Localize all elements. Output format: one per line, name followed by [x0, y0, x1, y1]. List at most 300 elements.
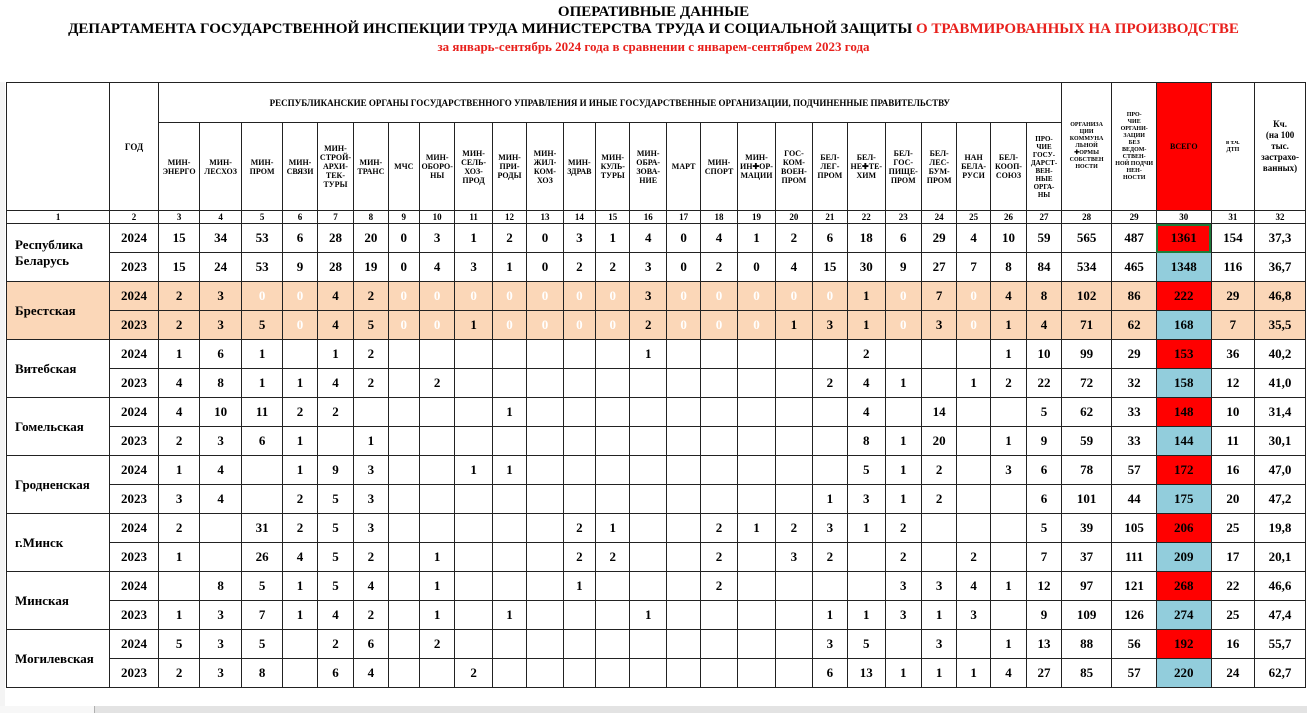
gov-value-cell: 15 — [812, 253, 847, 282]
gov-value-cell — [776, 427, 812, 456]
gov-value-cell — [563, 369, 595, 398]
gov-value-cell: 11 — [241, 398, 283, 427]
total-value-cell: 144 — [1156, 427, 1211, 456]
gov-value-cell: 5 — [158, 630, 200, 659]
header-gov-col: МИН- ИН✚ОР- МАЦИИ — [737, 123, 775, 211]
gov-value-cell: 1 — [812, 601, 847, 630]
dtp-value-cell: 36 — [1211, 340, 1255, 369]
total-value-cell: 175 — [1156, 485, 1211, 514]
gov-value-cell: 5 — [848, 630, 885, 659]
year-cell: 2024 — [110, 224, 159, 253]
column-number: 9 — [388, 211, 419, 224]
other-orgs-value-cell: 57 — [1112, 659, 1157, 688]
gov-value-cell: 2 — [563, 253, 595, 282]
header-gov-col: МИН- СВЯЗИ — [283, 123, 317, 211]
communal-value-cell: 565 — [1061, 224, 1112, 253]
gov-value-cell: 2 — [701, 572, 737, 601]
gov-value-cell: 1 — [455, 224, 492, 253]
gov-value-cell: 14 — [921, 398, 956, 427]
gov-value-cell: 1 — [354, 427, 388, 456]
gov-value-cell: 2 — [701, 543, 737, 572]
gov-value-cell: 6 — [1027, 456, 1062, 485]
gov-value-cell — [666, 630, 700, 659]
column-number: 25 — [957, 211, 990, 224]
gov-value-cell — [630, 659, 666, 688]
header-gov-col: МИН- ПРОМ — [241, 123, 283, 211]
column-number: 30 — [1156, 211, 1211, 224]
kch-value-cell: 55,7 — [1255, 630, 1306, 659]
dtp-value-cell: 154 — [1211, 224, 1255, 253]
gov-value-cell: 5 — [848, 456, 885, 485]
gov-value-cell: 1 — [776, 311, 812, 340]
gov-value-cell: 5 — [317, 543, 353, 572]
gov-value-cell: 2 — [354, 340, 388, 369]
gov-value-cell — [388, 572, 419, 601]
gov-value-cell — [455, 427, 492, 456]
gov-value-cell — [776, 659, 812, 688]
gov-value-cell — [455, 601, 492, 630]
header-gov-col: МИН- ЛЕСХОЗ — [200, 123, 242, 211]
header-kch: Кч. (на 100 тыс. застрахо- ванных) — [1255, 83, 1306, 211]
total-value-cell: 153 — [1156, 340, 1211, 369]
gov-value-cell — [596, 485, 630, 514]
gov-value-cell: 8 — [848, 427, 885, 456]
gov-value-cell — [527, 340, 563, 369]
other-orgs-value-cell: 44 — [1112, 485, 1157, 514]
table-row — [7, 543, 1306, 572]
gov-value-cell: 2 — [419, 630, 454, 659]
gov-value-cell: 1 — [158, 601, 200, 630]
header-year: ГОД — [110, 83, 159, 211]
gov-value-cell: 0 — [241, 282, 283, 311]
gov-value-cell — [776, 398, 812, 427]
gov-value-cell: 2 — [158, 311, 200, 340]
header-gov-col: ПРО- ЧИЕ ГОСУ- ДАРСТ- ВЕН- НЫЕ ОРГА- НЫ — [1027, 123, 1062, 211]
gov-value-cell: 10 — [1027, 340, 1062, 369]
gov-value-cell: 2 — [283, 514, 317, 543]
gov-value-cell — [848, 572, 885, 601]
gov-value-cell — [563, 427, 595, 456]
gov-value-cell — [527, 427, 563, 456]
column-number: 14 — [563, 211, 595, 224]
gov-value-cell: 3 — [158, 485, 200, 514]
gov-value-cell — [596, 398, 630, 427]
header-gov-col: МИН- СЕЛЬ- ХОЗ- ПРОД — [455, 123, 492, 211]
gov-value-cell: 3 — [921, 311, 956, 340]
gov-value-cell: 8 — [990, 253, 1026, 282]
gov-value-cell: 0 — [737, 282, 775, 311]
year-cell: 2024 — [110, 630, 159, 659]
gov-value-cell: 1 — [283, 427, 317, 456]
gov-value-cell: 27 — [921, 253, 956, 282]
gov-value-cell — [563, 340, 595, 369]
header-gov-group: РЕСПУБЛИКАНСКИЕ ОРГАНЫ ГОСУДАРСТВЕННОГО УПРАВЛЕНИЯ И ИНЫЕ ГОСУДАРСТВЕННЫЕ ОРГАНИЗАЦИИ, ПОДЧИНЕННЫЕ ПРАВИТЕЛЬСТВУ — [158, 83, 1061, 123]
gov-value-cell: 2 — [354, 282, 388, 311]
gov-value-cell: 1 — [419, 601, 454, 630]
gov-value-cell — [776, 340, 812, 369]
gov-value-cell: 0 — [283, 311, 317, 340]
gov-value-cell — [701, 630, 737, 659]
gov-value-cell: 30 — [848, 253, 885, 282]
gov-value-cell: 6 — [317, 659, 353, 688]
table-row — [7, 572, 1306, 601]
year-cell: 2024 — [110, 572, 159, 601]
header-gov-col: МИН- ПРИ- РОДЫ — [492, 123, 526, 211]
gov-value-cell: 0 — [492, 311, 526, 340]
column-number: 10 — [419, 211, 454, 224]
column-number: 15 — [596, 211, 630, 224]
gov-value-cell: 2 — [317, 398, 353, 427]
gov-value-cell — [776, 485, 812, 514]
gov-value-cell — [527, 485, 563, 514]
gov-value-cell — [455, 630, 492, 659]
gov-value-cell — [419, 456, 454, 485]
year-cell: 2023 — [110, 543, 159, 572]
header-gov-col: НАН БЕЛА- РУСИ — [957, 123, 990, 211]
gov-value-cell — [527, 456, 563, 485]
column-number: 5 — [241, 211, 283, 224]
table-row — [7, 514, 1306, 543]
other-orgs-value-cell: 111 — [1112, 543, 1157, 572]
year-cell: 2023 — [110, 601, 159, 630]
total-value-cell: 1348 — [1156, 253, 1211, 282]
gov-value-cell: 1 — [812, 485, 847, 514]
gov-value-cell: 5 — [317, 485, 353, 514]
header-gov-col: БЕЛ- ЛЕС- БУМ- ПРОМ — [921, 123, 956, 211]
gov-value-cell: 6 — [885, 224, 921, 253]
kch-value-cell: 47,0 — [1255, 456, 1306, 485]
gov-value-cell: 13 — [1027, 630, 1062, 659]
gov-value-cell: 10 — [990, 224, 1026, 253]
gov-value-cell: 0 — [596, 282, 630, 311]
gov-value-cell — [455, 514, 492, 543]
gov-value-cell: 3 — [812, 311, 847, 340]
gov-value-cell — [666, 485, 700, 514]
column-number: 3 — [158, 211, 200, 224]
gov-value-cell — [388, 427, 419, 456]
total-value-cell: 192 — [1156, 630, 1211, 659]
gov-value-cell — [885, 398, 921, 427]
gov-value-cell: 9 — [1027, 601, 1062, 630]
gov-value-cell — [563, 456, 595, 485]
communal-value-cell: 39 — [1061, 514, 1112, 543]
gov-value-cell: 19 — [354, 253, 388, 282]
total-value-cell: 274 — [1156, 601, 1211, 630]
other-orgs-value-cell: 487 — [1112, 224, 1157, 253]
gov-value-cell: 1 — [492, 456, 526, 485]
gov-value-cell: 5 — [317, 514, 353, 543]
gov-value-cell — [527, 659, 563, 688]
gov-value-cell: 1 — [283, 572, 317, 601]
kch-value-cell: 20,1 — [1255, 543, 1306, 572]
gov-value-cell — [885, 630, 921, 659]
communal-value-cell: 88 — [1061, 630, 1112, 659]
year-cell: 2023 — [110, 253, 159, 282]
communal-value-cell: 97 — [1061, 572, 1112, 601]
gov-value-cell — [354, 398, 388, 427]
gov-value-cell — [419, 514, 454, 543]
gov-value-cell: 1 — [921, 659, 956, 688]
gov-value-cell: 0 — [388, 224, 419, 253]
gov-value-cell: 2 — [921, 456, 956, 485]
gov-value-cell: 5 — [241, 311, 283, 340]
kch-value-cell: 37,3 — [1255, 224, 1306, 253]
gov-value-cell: 2 — [158, 282, 200, 311]
gov-value-cell: 29 — [921, 224, 956, 253]
column-number: 6 — [283, 211, 317, 224]
gov-value-cell — [701, 369, 737, 398]
gov-value-cell: 18 — [848, 224, 885, 253]
gov-value-cell: 0 — [957, 282, 990, 311]
gov-value-cell — [283, 630, 317, 659]
column-number: 32 — [1255, 211, 1306, 224]
column-number: 17 — [666, 211, 700, 224]
gov-value-cell: 1 — [419, 572, 454, 601]
header-gov-col: МЧС — [388, 123, 419, 211]
gov-value-cell: 1 — [848, 514, 885, 543]
kch-value-cell: 36,7 — [1255, 253, 1306, 282]
gov-value-cell — [241, 456, 283, 485]
gov-value-cell: 2 — [317, 630, 353, 659]
dtp-value-cell: 12 — [1211, 369, 1255, 398]
dtp-value-cell: 20 — [1211, 485, 1255, 514]
gov-value-cell: 4 — [317, 282, 353, 311]
gov-value-cell — [283, 340, 317, 369]
gov-value-cell: 0 — [737, 253, 775, 282]
gov-value-cell: 4 — [776, 253, 812, 282]
gov-value-cell — [737, 659, 775, 688]
header-other-orgs: ПРО- ЧИЕ ОРГАНИ- ЗАЦИИ БЕЗ ВЕДОМ- СТВЕН- НОЙ ПОДЧИ НЕН- НОСТИ — [1112, 83, 1157, 211]
region-name: Витебская — [7, 340, 110, 398]
gov-value-cell — [455, 485, 492, 514]
gov-value-cell: 0 — [388, 253, 419, 282]
gov-value-cell: 0 — [737, 311, 775, 340]
gov-value-cell: 1 — [990, 630, 1026, 659]
header-gov-col: БЕЛ- ЛЕГ- ПРОМ — [812, 123, 847, 211]
gov-value-cell: 1 — [283, 601, 317, 630]
gov-value-cell: 1 — [241, 369, 283, 398]
gov-value-cell: 3 — [200, 311, 242, 340]
other-orgs-value-cell: 126 — [1112, 601, 1157, 630]
gov-value-cell: 3 — [776, 543, 812, 572]
gov-value-cell: 3 — [885, 572, 921, 601]
title-line-2-red: О ТРАВМИРОВАННЫХ НА ПРОИЗВОДСТВЕ — [915, 21, 1239, 37]
column-number: 1 — [7, 211, 110, 224]
gov-value-cell: 3 — [354, 514, 388, 543]
table-row — [7, 630, 1306, 659]
gov-value-cell: 84 — [1027, 253, 1062, 282]
column-number: 29 — [1112, 211, 1157, 224]
communal-value-cell: 71 — [1061, 311, 1112, 340]
gov-value-cell: 15 — [158, 253, 200, 282]
table-row — [7, 311, 1306, 340]
gov-value-cell: 5 — [1027, 514, 1062, 543]
gov-value-cell — [701, 659, 737, 688]
gov-value-cell: 28 — [317, 253, 353, 282]
gov-value-cell: 2 — [848, 340, 885, 369]
gov-value-cell — [737, 456, 775, 485]
gov-value-cell — [848, 543, 885, 572]
gov-value-cell — [388, 630, 419, 659]
gov-value-cell: 1 — [455, 456, 492, 485]
total-value-cell: 168 — [1156, 311, 1211, 340]
other-orgs-value-cell: 105 — [1112, 514, 1157, 543]
gov-value-cell: 0 — [283, 282, 317, 311]
year-cell: 2024 — [110, 340, 159, 369]
gov-value-cell: 1 — [957, 659, 990, 688]
table-row — [7, 398, 1306, 427]
gov-value-cell — [737, 427, 775, 456]
gov-value-cell — [737, 369, 775, 398]
gov-value-cell: 7 — [957, 253, 990, 282]
header-gov-col: БЕЛ- НЕ✚ТЕ- ХИМ — [848, 123, 885, 211]
gov-value-cell — [527, 601, 563, 630]
gov-value-cell: 53 — [241, 253, 283, 282]
gov-value-cell: 2 — [283, 485, 317, 514]
gov-value-cell: 6 — [200, 340, 242, 369]
column-number: 8 — [354, 211, 388, 224]
gov-value-cell: 2 — [596, 253, 630, 282]
gov-value-cell: 8 — [1027, 282, 1062, 311]
year-cell: 2024 — [110, 514, 159, 543]
gov-value-cell: 4 — [848, 369, 885, 398]
kch-value-cell: 47,4 — [1255, 601, 1306, 630]
gov-value-cell: 1 — [492, 253, 526, 282]
gov-value-cell — [492, 427, 526, 456]
gov-value-cell — [563, 630, 595, 659]
gov-value-cell: 0 — [701, 311, 737, 340]
gov-value-cell — [492, 340, 526, 369]
gov-value-cell: 3 — [200, 601, 242, 630]
gov-value-cell: 3 — [200, 427, 242, 456]
gov-value-cell — [563, 398, 595, 427]
total-value-cell: 1361 — [1156, 224, 1211, 253]
gov-value-cell: 1 — [596, 514, 630, 543]
gov-value-cell — [630, 485, 666, 514]
gov-value-cell — [317, 427, 353, 456]
gov-value-cell: 0 — [563, 282, 595, 311]
gov-value-cell: 3 — [200, 630, 242, 659]
gov-value-cell — [701, 601, 737, 630]
gov-value-cell — [990, 398, 1026, 427]
gov-value-cell — [921, 543, 956, 572]
gov-value-cell: 2 — [885, 543, 921, 572]
gov-value-cell: 6 — [1027, 485, 1062, 514]
gov-value-cell: 4 — [283, 543, 317, 572]
column-number: 18 — [701, 211, 737, 224]
row-gutter — [0, 82, 5, 706]
gov-value-cell: 0 — [563, 311, 595, 340]
gov-value-cell: 1 — [158, 456, 200, 485]
gov-value-cell: 4 — [158, 398, 200, 427]
gov-value-cell: 6 — [241, 427, 283, 456]
gov-value-cell — [990, 543, 1026, 572]
gov-value-cell: 0 — [527, 282, 563, 311]
gov-value-cell — [630, 369, 666, 398]
dtp-value-cell: 7 — [1211, 311, 1255, 340]
gov-value-cell: 4 — [354, 659, 388, 688]
gov-value-cell: 4 — [317, 369, 353, 398]
gov-value-cell — [990, 485, 1026, 514]
title-line-2-black: ДЕПАРТАМЕНТА ГОСУДАРСТВЕННОЙ ИНСПЕКЦИИ ТРУДА МИНИСТЕРСТВА ТРУДА И СОЦИАЛЬНОЙ ЗАЩИТЫ — [68, 21, 916, 37]
total-value-cell: 209 — [1156, 543, 1211, 572]
gov-value-cell: 0 — [527, 224, 563, 253]
gov-value-cell: 1 — [885, 485, 921, 514]
gov-value-cell — [666, 369, 700, 398]
gov-value-cell — [776, 601, 812, 630]
gov-value-cell: 3 — [812, 514, 847, 543]
gov-value-cell — [666, 514, 700, 543]
gov-value-cell: 1 — [241, 340, 283, 369]
gov-value-cell: 0 — [388, 282, 419, 311]
dtp-value-cell: 22 — [1211, 572, 1255, 601]
gov-value-cell — [527, 543, 563, 572]
gov-value-cell: 4 — [957, 572, 990, 601]
column-number: 7 — [317, 211, 353, 224]
column-number: 4 — [200, 211, 242, 224]
table-row — [7, 427, 1306, 456]
gov-value-cell: 3 — [419, 224, 454, 253]
other-orgs-value-cell: 62 — [1112, 311, 1157, 340]
gov-value-cell — [419, 485, 454, 514]
gov-value-cell: 0 — [666, 282, 700, 311]
gov-value-cell — [158, 572, 200, 601]
gov-value-cell: 8 — [241, 659, 283, 688]
column-number: 21 — [812, 211, 847, 224]
kch-value-cell: 62,7 — [1255, 659, 1306, 688]
gov-value-cell — [701, 456, 737, 485]
gov-value-cell: 0 — [527, 253, 563, 282]
gov-value-cell: 9 — [283, 253, 317, 282]
gov-value-cell — [701, 340, 737, 369]
dtp-value-cell: 16 — [1211, 456, 1255, 485]
gov-value-cell — [563, 659, 595, 688]
gov-value-cell: 1 — [990, 427, 1026, 456]
gov-value-cell: 0 — [527, 311, 563, 340]
column-number: 12 — [492, 211, 526, 224]
table-row — [7, 659, 1306, 688]
gov-value-cell: 1 — [885, 456, 921, 485]
title-line-1: ОПЕРАТИВНЫЕ ДАННЫЕ — [557, 4, 750, 20]
gov-value-cell: 3 — [921, 630, 956, 659]
gov-value-cell — [812, 340, 847, 369]
column-number: 11 — [455, 211, 492, 224]
gov-value-cell: 3 — [921, 572, 956, 601]
gov-value-cell: 2 — [701, 514, 737, 543]
gov-value-cell: 3 — [957, 601, 990, 630]
total-value-cell: 206 — [1156, 514, 1211, 543]
title-line-2 — [0, 21, 1307, 38]
gov-value-cell — [630, 514, 666, 543]
header-gov-col: МИН- ЖИЛ- КОМ- ХОЗ — [527, 123, 563, 211]
region-name: Гродненская — [7, 456, 110, 514]
table-row — [7, 601, 1306, 630]
gov-value-cell — [388, 601, 419, 630]
gov-value-cell — [776, 369, 812, 398]
gov-value-cell: 0 — [666, 311, 700, 340]
column-number: 27 — [1027, 211, 1062, 224]
region-name: Гомельская — [7, 398, 110, 456]
gov-value-cell — [737, 601, 775, 630]
table-row — [7, 282, 1306, 311]
gov-value-cell — [630, 630, 666, 659]
gov-value-cell: 2 — [563, 514, 595, 543]
other-orgs-value-cell: 32 — [1112, 369, 1157, 398]
gov-value-cell — [563, 485, 595, 514]
gov-value-cell — [990, 601, 1026, 630]
communal-value-cell: 62 — [1061, 398, 1112, 427]
sheet-tab[interactable] — [0, 706, 95, 713]
